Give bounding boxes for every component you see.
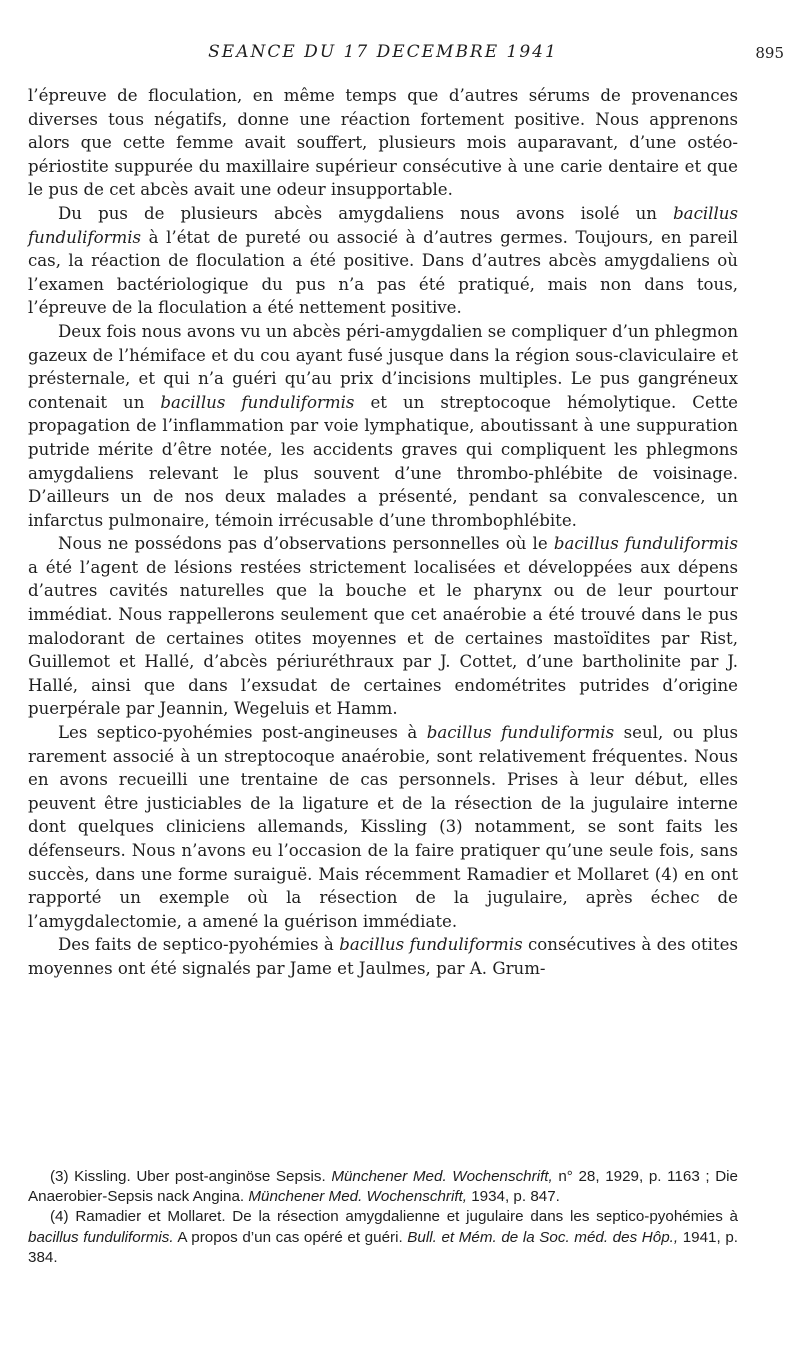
species-name: bacillus funduliformis: [339, 935, 523, 955]
paragraph-3: [28, 320, 738, 532]
footnote-3: [28, 1167, 738, 1207]
text-run: à l’état de pureté ou associé à d’autres germes. Toujours, en pareil cas, la réaction de floculation a été positive. Dans d’autres abcès amygdaliens où l’examen bactériologique du pus n’a pas été pratiqué, mais non dans tous, l’épreuve de la floculation a été nettement positive.: [28, 227, 738, 318]
running-title: SEANCE DU 17 DECEMBRE 1941: [208, 42, 558, 62]
paragraph-1: [28, 84, 738, 202]
body-text: [28, 84, 738, 981]
species-name: bacillus funduliformis: [426, 723, 615, 743]
text-run: (3) Kissling. Uber post-anginöse Sepsis.: [50, 1168, 332, 1185]
paragraph-2: [28, 202, 738, 320]
page-header: [28, 42, 784, 66]
page-number: 895: [755, 44, 784, 62]
text-run: Nous ne possédons pas d’observations personnelles où le: [58, 534, 554, 554]
text-run: consécutives à des otites moyennes ont été signalés par Jame et Jaulmes, par A. Grum-: [28, 935, 738, 978]
text-run: Deux fois nous avons vu un abcès péri-amygdalien se compliquer d’un phlegmon gazeux de l’hémiface et du cou ayant fusé jusque dans la région sous-claviculaire et présternale, et qui n’a guéri qu’au prix d’incisions multiples. Le pus gangréneux contenait un: [28, 321, 739, 412]
species-name: bacillus funduliformis: [160, 392, 355, 412]
journal-title: Münchener Med. Wochenschrift,: [248, 1188, 467, 1206]
text-run: 1934, p. 847.: [466, 1188, 560, 1206]
species-name: bacillus funduliformis: [28, 203, 738, 247]
paragraph-4: [28, 532, 738, 721]
text-run: Du pus de plusieurs abcès amygdaliens nous avons isolé un: [58, 203, 674, 223]
text-run: A propos d’un cas opéré et guéri.: [173, 1228, 408, 1246]
text-run: l’épreuve de floculation, en même temps que d’autres sérums de provenances diverses tous négatifs, donne une réaction fortement positive. Nous apprenons alors que cette femme avait souffert, plusieurs mois auparavant, d’une ostéo-périostite suppurée du maxillaire supérieur consécutive à une carie dentaire et que le pus de cet abcès avait une odeur insupportable.: [28, 86, 738, 200]
text-run: n° 28, 1929, p. 1163 ; Die Anaerobier-Sepsis nack Angina.: [28, 1168, 738, 1206]
text-run: et un streptocoque hémolytique. Cette propagation de l’inflammation par voie lymphatique, aboutissant à une suppuration putride mérite d’être notée, les accidents graves qui compliquent les phlegmons amygdaliens relevant le plus souvent d’une thrombo-phlébite de voisinage. D’ailleurs un de nos deux malades a présenté, pendant sa convalescence, un infarctus pulmonaire, témoin irrécusable d’une thrombophlébite.: [28, 392, 738, 530]
footnotes: [28, 1167, 738, 1268]
text-run: a été l’agent de lésions restées strictement localisées et développées aux dépens d’autres cavités naturelles que la bouche et le pharynx ou de leur pourtour immédiat. Nous rappellerons seulement que cet anaérobie a été trouvé dans le pus malodorant de certaines otites moyennes et de certaines mastoïdites par Rist, Guillemot et Hallé, d’abcès périuréthraux par J. Cottet, d’une bartholinite par J. Hallé, ainsi que dans l’exsudat de certaines endométrites putrides d’origine puerpérale par Jeannin, Wegeluis et Hamm.: [28, 557, 738, 719]
paragraph-6: [28, 933, 738, 980]
species-name: bacillus funduliformis.: [28, 1228, 174, 1246]
text-run: (4) Ramadier et Mollaret. De la résection amygdalienne et jugulaire dans les septico-pyohémies à: [50, 1208, 738, 1226]
text-run: seul, ou plus rarement associé à un streptocoque anaérobie, sont relativement fréquentes. Nous en avons recueilli une trentaine de cas personnels. Prises à leur début, elles peuvent être justiciables de la ligature et de la résection de la jugulaire interne dont quelques cliniciens allemands, Kissling (3) notamment, se sont faits les défenseurs. Nous n’avons eu l’occasion de la faire pratiquer qu’une seule fois, sans succès, dans une forme suraiguë. Mais récemment Ramadier et Mollaret (4) en ont rapporté un exemple où la résection de la jugulaire, après échec de l’amygdalectomie, a amené la guérison immédiate.: [28, 723, 738, 931]
journal-title: Münchener Med. Wochenschrift,: [331, 1168, 553, 1185]
footnote-4: [28, 1207, 738, 1268]
text-run: Les septico-pyohémies post-angineuses à: [58, 723, 427, 743]
text-run: 1941, p. 384.: [28, 1228, 739, 1266]
paragraph-5: [28, 721, 738, 933]
journal-title: Bull. et Mém. de la Soc. méd. des Hôp.,: [407, 1228, 679, 1246]
species-name: bacillus funduliformis: [553, 534, 738, 554]
text-run: Des faits de septico-pyohémies à: [58, 935, 340, 955]
